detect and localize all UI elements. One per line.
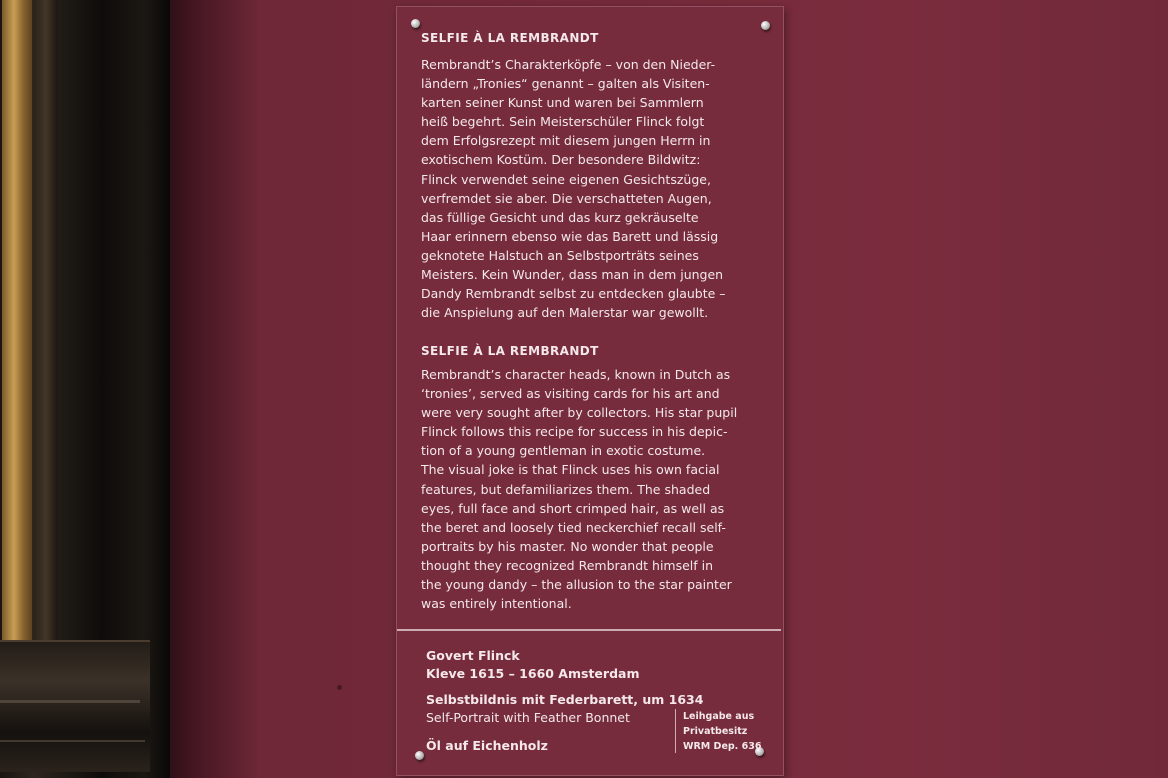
frame-bottom-groove-lower [0,740,145,742]
german-title: SELFIE À LA REMBRANDT [421,31,599,45]
label-divider [397,629,781,631]
wall-label-panel [396,6,784,776]
artwork-title-de: Selbstbildnis mit Federbarett, um 1634 [426,692,704,707]
pin-icon [411,19,420,28]
frame-bottom-groove [0,700,140,703]
english-title: SELFIE À LA REMBRANDT [421,344,599,358]
gilded-inner-frame [2,0,32,644]
artist-life: Kleve 1615 – 1660 Amsterdam [426,666,640,681]
german-text: Rembrandt’s Charakterköpfe – von den Nieder- ländern „Tronies“ genannt – galten als Visiten- karten seiner Kunst und waren bei Sammlern heiß begehrt. Sein Meisterschüler Flinck folgt dem Erfolgsrezept mit diesem jungen Herrn in exotischem Kostüm. Der besondere Bildwitz: Flinck verwendet seine eigenen Gesichtszüge, verfremdet sie aber. Die verschatteten Augen, das füllige Gesicht und das kurz gekräuselte Haar erinnern ebenso wie das Barett und lässig geknotete Halstuch an Selbstporträts seines Meisters. Kein Wunder, dass man in dem jungen Dandy Rembrandt selbst zu entdecken glaubte – die Anspielung auf den Malerstar war gewollt. [421,57,726,321]
loan-credit: Leihgabe aus Privatbesitz WRM Dep. 636 [683,711,762,752]
artwork-title-en: Self-Portrait with Feather Bonnet [426,710,630,725]
frame-molding [34,0,58,660]
pin-icon [415,751,424,760]
pin-icon [761,21,770,30]
wall-nail-icon [337,685,342,690]
artwork-medium: Öl auf Eichenholz [426,738,548,753]
english-text: Rembrandt’s character heads, known in Dutch as ‘tronies’, served as visiting cards for his art and were very sought after by collectors. His star pupil Flinck follows this recipe for success in his depic- tion of a young gentleman in exotic costume. The visual joke is that Flinck uses his own facial features, but defamiliarizes them. The shaded eyes, full face and short crimped hair, as well as the beret and loosely tied neckerchief recall self- portraits by his master. No wonder that people thought they recognized Rembrandt himself in the young dandy – the allusion to the star painter was entirely intentional. [421,367,738,612]
loan-separator [675,709,676,753]
artist-name: Govert Flinck [426,648,520,663]
frame-bottom-rail [0,640,150,772]
painting-frame [0,0,170,778]
